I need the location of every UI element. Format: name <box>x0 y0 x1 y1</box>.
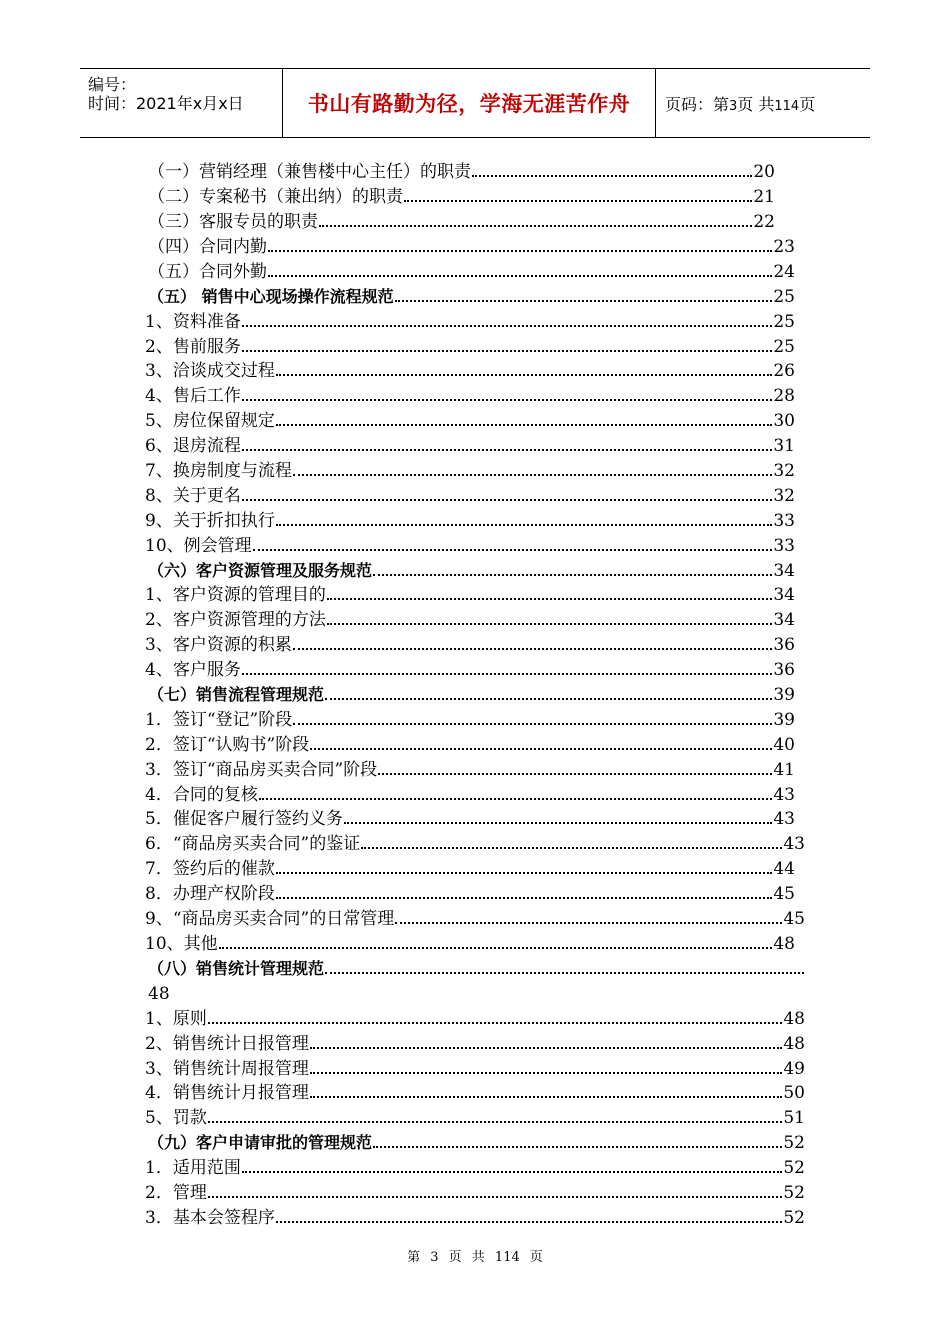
toc-entry-page: 40 <box>773 735 795 755</box>
toc-leader-dots <box>208 1188 783 1198</box>
toc-entry-label: 5、罚款 <box>145 1108 207 1128</box>
toc-entry <box>148 210 775 234</box>
toc-entry <box>145 534 795 558</box>
toc-entry-page: 50 <box>783 1083 805 1103</box>
toc-entry <box>145 1156 805 1180</box>
toc-leader-dots <box>327 590 773 600</box>
toc-entry-page: 34 <box>773 610 795 630</box>
toc-leader-dots <box>276 416 773 426</box>
toc-entry-page: 20 <box>753 162 775 182</box>
toc-entry-page: 48 <box>773 934 795 954</box>
toc-entry-page: 43 <box>773 809 795 829</box>
toc-entry-page: 21 <box>753 187 775 207</box>
toc-leader-dots <box>327 615 773 625</box>
toc-leader-dots <box>242 441 773 451</box>
toc-entry <box>145 484 795 508</box>
toc-entry <box>145 832 805 856</box>
toc-entry-label: （五） 销售中心现场操作流程规范 <box>148 287 394 306</box>
toc-entry-page: 44 <box>773 859 795 879</box>
toc-entry-label: 8、关于更名 <box>145 486 241 506</box>
toc-entry-label: （四）合同内勤 <box>148 237 267 257</box>
toc-entry-label: 7、换房制度与流程 <box>145 461 292 481</box>
toc-entry <box>148 185 775 209</box>
toc-leader-dots <box>208 1014 783 1024</box>
toc-entry <box>145 1007 805 1031</box>
toc-entry <box>148 160 775 184</box>
toc-entry <box>145 658 795 682</box>
toc-entry-label: 1．签订“登记”阶段 <box>145 710 293 730</box>
toc-leader-dots <box>395 914 782 924</box>
toc-entry-label: 1、资料准备 <box>145 312 241 332</box>
toc-entry-label: 5．催促客户履行签约义务 <box>145 809 343 829</box>
toc-entry <box>145 1032 805 1056</box>
toc-leader-dots <box>293 640 773 650</box>
header-motto-cell <box>283 69 656 137</box>
header-meta-cell <box>80 69 283 137</box>
toc-entry-page: 28 <box>773 386 795 406</box>
toc-entry-label: 10、例会管理 <box>145 536 252 556</box>
toc-leader-dots <box>259 790 773 800</box>
toc-leader-dots <box>404 192 752 202</box>
toc-entry-page: 43 <box>773 785 795 805</box>
toc-entry-label: 1、原则 <box>145 1009 207 1029</box>
toc-leader-dots <box>344 814 773 824</box>
toc-entry <box>145 459 795 483</box>
toc-entry-label: （七）销售流程管理规范 <box>148 685 325 704</box>
toc-entry-label: （九）客户申请审批的管理规范 <box>148 1133 373 1152</box>
toc-entry-page: 32 <box>773 461 795 481</box>
serial-label: 编号： <box>88 75 137 94</box>
toc-entry <box>145 335 795 359</box>
toc-entry-label: 1．适用范围 <box>145 1158 241 1178</box>
toc-leader-dots <box>276 1213 783 1223</box>
toc-entry <box>148 957 805 981</box>
toc-entry-page: 43 <box>783 834 805 854</box>
toc-entry-label: 4、客户服务 <box>145 660 241 680</box>
page-label-prefix: 页码：第 <box>665 94 730 114</box>
toc-entry <box>145 932 795 956</box>
toc-leader-dots <box>310 1064 783 1074</box>
toc-entry <box>148 559 795 583</box>
toc-entry-label: 2、销售统计日报管理 <box>145 1034 309 1054</box>
toc-entry-page: 25 <box>773 287 795 307</box>
toc-entry-page: 25 <box>773 337 795 357</box>
toc-entry <box>145 310 795 334</box>
toc-entry-page: 36 <box>773 635 795 655</box>
toc-entry <box>145 1106 805 1130</box>
toc-leader-dots <box>373 566 772 576</box>
page-info <box>665 92 815 115</box>
page-label-suffix: 页 <box>799 94 816 114</box>
toc-entry <box>148 235 795 259</box>
toc-leader-dots <box>276 889 773 899</box>
toc-entry-page: 36 <box>773 660 795 680</box>
toc-entry-label: 3、洽谈成交过程 <box>145 361 275 381</box>
toc-entry-label: 5、房位保留规定 <box>145 411 275 431</box>
toc-entry-label: 3．签订“商品房买卖合同”阶段 <box>145 760 378 780</box>
date-label: 时间：2021年x月x日 <box>88 94 244 113</box>
toc-entry-label: 3、销售统计周报管理 <box>145 1059 309 1079</box>
toc-entry <box>145 359 795 383</box>
toc-entry <box>145 384 795 408</box>
toc-leader-dots <box>242 342 773 352</box>
toc-entry <box>145 1081 805 1105</box>
toc-entry-page: 39 <box>773 685 795 705</box>
toc-leader-dots <box>242 1163 783 1173</box>
toc-entry-label: 2、客户资源管理的方法 <box>145 610 326 630</box>
toc-entry <box>145 882 795 906</box>
toc-entry-label: 9、“商品房买卖合同”的日常管理 <box>145 909 395 929</box>
toc-entry-label: 6．“商品房买卖合同”的鉴证 <box>145 834 361 854</box>
toc-entry-label: 7．签约后的催款 <box>145 859 275 879</box>
toc-entry <box>145 1057 805 1081</box>
toc-entry-page: 51 <box>783 1108 805 1128</box>
toc-entry-label: （三）客服专员的职责 <box>148 212 318 232</box>
toc-entry-label: （八）销售统计管理规范 <box>148 959 325 978</box>
toc-entry-page: 34 <box>773 585 795 605</box>
toc-entry-page: 48 <box>783 1034 805 1054</box>
toc-leader-dots <box>319 217 752 227</box>
toc-entry-page: 49 <box>783 1059 805 1079</box>
toc-leader-dots <box>395 292 773 302</box>
toc-entry-label: 3．基本会签程序 <box>145 1208 275 1228</box>
toc-entry-label: 9、关于折扣执行 <box>145 511 275 531</box>
toc-entry-label: 2．管理 <box>145 1183 207 1203</box>
toc-entry <box>145 807 795 831</box>
toc-entry-label: 4、售后工作 <box>145 386 241 406</box>
toc-leader-dots <box>373 1138 782 1148</box>
toc-entry-page: 48 <box>783 1009 805 1029</box>
toc-leader-dots <box>361 839 782 849</box>
toc-entry <box>145 758 795 782</box>
page-footer: 第 3 页 共 114 页 <box>407 1250 543 1265</box>
toc-entry-page: 33 <box>773 511 795 531</box>
toc-entry <box>145 608 795 632</box>
toc-leader-dots <box>325 690 772 700</box>
toc-entry <box>148 285 795 309</box>
toc-entry-label: 3、客户资源的积累 <box>145 635 292 655</box>
toc-leader-dots <box>310 1039 783 1049</box>
page-label-mid: 页 共 <box>737 94 775 114</box>
toc-entry-page: 52 <box>783 1158 805 1178</box>
toc-leader-dots <box>276 516 773 526</box>
toc-leader-dots <box>310 740 772 750</box>
toc-entry-page: 26 <box>773 361 795 381</box>
toc-entry-page: 52 <box>783 1183 805 1203</box>
toc-entry <box>145 907 805 931</box>
toc-entry-page: 34 <box>773 561 795 581</box>
toc-entry-page: 24 <box>773 262 795 282</box>
toc-entry <box>145 583 795 607</box>
motto: 书山有路勤为径，学海无涯苦作舟 <box>307 92 631 116</box>
toc-entry <box>145 633 795 657</box>
toc-entry <box>148 683 795 707</box>
toc-leader-dots <box>378 765 772 775</box>
toc-leader-dots <box>276 864 773 874</box>
toc-entry-label: 2．签订“认购书”阶段 <box>145 735 310 755</box>
toc-entry-page: 25 <box>773 312 795 332</box>
toc-leader-dots <box>293 715 772 725</box>
toc-leader-dots <box>253 541 773 551</box>
toc-entry <box>145 434 795 458</box>
toc-leader-dots <box>242 491 773 501</box>
toc-entry-label: 10、其他 <box>145 934 218 954</box>
toc-leader-dots <box>276 366 773 376</box>
toc-leader-dots <box>242 665 773 675</box>
toc-entry <box>145 783 795 807</box>
toc-entry-page: 33 <box>773 536 795 556</box>
toc-entry-label: 2、售前服务 <box>145 337 241 357</box>
toc-entry-page: 52 <box>783 1208 805 1228</box>
toc-entry-page-wrapped <box>148 982 170 1006</box>
toc-leader-dots <box>268 242 772 252</box>
toc-entry-page: 23 <box>773 237 795 257</box>
toc-entry <box>145 708 795 732</box>
toc-entry-label: 1、客户资源的管理目的 <box>145 585 326 605</box>
toc-leader-dots <box>310 1088 783 1098</box>
toc-entry-page: 39 <box>773 710 795 730</box>
toc-entry-page: 45 <box>783 909 805 929</box>
header-page-cell <box>656 69 870 137</box>
toc-entry <box>145 1206 805 1230</box>
toc-entry <box>145 857 795 881</box>
toc-entry-label: （二）专案秘书（兼出纳）的职责 <box>148 187 403 207</box>
toc-entry-page: 52 <box>783 1133 805 1153</box>
toc-entry-label: 4．销售统计月报管理 <box>145 1083 309 1103</box>
toc-entry <box>145 509 795 533</box>
page-current: 3 <box>729 98 738 114</box>
toc-leader-dots <box>219 939 773 949</box>
toc-entry <box>148 260 795 284</box>
toc-entry-label: （五）合同外勤 <box>148 262 267 282</box>
toc-entry-page: 45 <box>773 884 795 904</box>
toc-leader-dots <box>242 317 773 327</box>
toc-leader-dots <box>268 267 772 277</box>
toc-entry-label: 6、退房流程 <box>145 436 241 456</box>
page-total: 114 <box>774 98 800 114</box>
toc-entry-label: （六）客户资源管理及服务规范 <box>148 561 373 580</box>
toc-entry-label: （一）营销经理（兼售楼中心主任）的职责 <box>148 162 471 182</box>
toc-leader-dots <box>325 964 804 974</box>
toc-leader-dots <box>293 466 773 476</box>
toc-entry-page: 22 <box>753 212 775 232</box>
toc-entry-page: 31 <box>773 436 795 456</box>
toc-entry-label: 8．办理产权阶段 <box>145 884 275 904</box>
toc-entry-page: 41 <box>773 760 795 780</box>
toc-entry-page: 48 <box>148 984 170 1004</box>
toc-entry <box>148 1131 805 1155</box>
toc-entry-page: 30 <box>773 411 795 431</box>
toc-leader-dots <box>242 391 773 401</box>
toc-entry-page: 32 <box>773 486 795 506</box>
toc-entry-label: 4．合同的复核 <box>145 785 258 805</box>
page-header <box>80 68 870 138</box>
toc-entry <box>145 409 795 433</box>
toc-entry <box>145 733 795 757</box>
toc-leader-dots <box>208 1113 783 1123</box>
toc-leader-dots <box>472 167 752 177</box>
toc-entry <box>145 1181 805 1205</box>
